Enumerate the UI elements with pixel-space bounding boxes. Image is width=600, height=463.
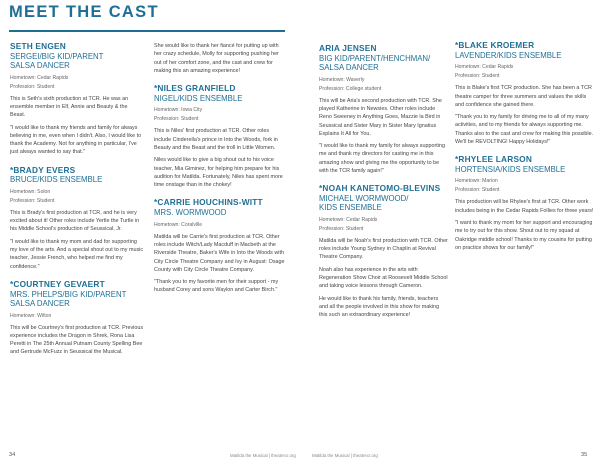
member-hometown: Hometown: Iowa City (154, 107, 203, 114)
member-name: *NILES GRANFIELD (154, 83, 236, 94)
member-profession: Profession: Student (319, 225, 364, 232)
member-bio: This is Niles' first production at TCR. Other roles include Cinderella's prince in Into the Woods, fork in Beauty and the Beast and the troll in Little Women. (154, 128, 278, 151)
cast-member (10, 166, 144, 271)
cast-column-4 (455, 41, 595, 252)
member-bio: Matilda will be Noah's first production with TCR. Other roles include Young Sydney in Chaplin at Revival Theatre Company. (319, 237, 448, 261)
role-line: MRS. PHELPS/BIG KID/PARENT (10, 289, 127, 299)
member-bio: This will be Aria's second production with TCR. She played Katherine in Newsies. Other roles include Reno Sweeney in Anything Goes, Mazzie la Bird in Seussical and Sister Mary in Sister Mary Ignatius Explains It All for You. (319, 97, 442, 137)
member-role (455, 165, 595, 174)
role-line: NIGEL/KIDS ENSEMBLE (154, 93, 243, 103)
cast-column-2 (154, 42, 285, 295)
member-bio: This is Blake's first TCR production. She has been a TCR theatre camper for three summers and values the skills and confidence she gained there. (455, 85, 592, 108)
member-quote: Noah also has experience in the arts with Regeneration Show Choir at Roosevelt Middle School and taking voice lessons through Cameron. (319, 266, 448, 290)
role-line: BRUCE/KIDS ENSEMBLE (10, 175, 103, 185)
member-role (10, 175, 144, 184)
member-name: *BRADY EVERS (10, 164, 76, 175)
member-profession: Profession: College student (319, 85, 382, 92)
member-profession: Profession: Student (10, 197, 55, 204)
member-role (10, 52, 144, 71)
member-hometown: Hometown: Coralville (154, 221, 203, 228)
member-quote: "I would like to thank my mom and dad for supporting my love of the arts. And a special shout out to my music teacher, Jessie French, who helped me find my confidence." (10, 238, 144, 270)
member-role (455, 51, 595, 60)
member-bio-continued: She would like to thank her fiancé for putting up with her crazy schedule, Molly for supporting pushing her out of her comfort zone, and the cast and crew for making this an amazing experience! (154, 43, 279, 74)
cast-member (455, 41, 595, 146)
member-quote: "I would like to thank my friends and family for always believing in me, even when I didn't. Also, I would like to thank the Academy. Not for anything in particular, I've just always wanted to say that." (10, 124, 142, 156)
member-hometown: Hometown: Cedar Rapids (10, 74, 69, 81)
footer-text-left: Matilda the Musical | theatrecr.org (230, 453, 296, 458)
member-quote: "Thank you to my favorite men for their support - my husband Corey and sons Waylon and Carter Birch." (154, 279, 279, 294)
member-hometown: Hometown: Cedar Rapids (319, 216, 378, 223)
role-line: SALSA DANCER (10, 299, 70, 309)
member-hometown: Hometown: Marion (455, 178, 498, 185)
page-title: MEET THE CAST (9, 3, 159, 21)
member-name: *BLAKE KROEMER (455, 40, 535, 50)
member-role (10, 290, 144, 309)
member-hometown: Hometown: Wilton (10, 312, 52, 319)
member-name: *NOAH KANETOMO-BLEVINS (319, 183, 441, 194)
member-quote: "I want to thank my mom for her support and encouraging me to try out for this show. Shout out to my squad at Oakridge middle school! Thanks to my cousins for putting on practice shows for our family!" (455, 220, 593, 251)
member-role (154, 208, 285, 217)
member-bio: Matilda will be Carrie's first production at TCR. Other roles include Witch/Lady Macduff in Macbeth at the Riverside Theatre, Baker's Wife in Into the Woods with City Circle Theatre Company and Ivy in August: Osage County with City Circle Theatre Company. (154, 233, 285, 273)
page-number-right: 35 (581, 452, 588, 458)
role-line: KIDS ENSEMBLE (319, 203, 382, 213)
cast-column-1 (10, 42, 144, 357)
footer-text-right: Matilda the Musical | theatrecr.org (312, 453, 378, 458)
member-bio: This is Brady's first production at TCR, and he is very excited about it! Other roles include Yertle the Turtle in his Middle School's production of Seussical, Jr. (10, 209, 140, 233)
cast-member (319, 184, 448, 319)
member-hometown: Hometown: Solon (10, 188, 51, 195)
member-profession: Profession: Student (455, 73, 500, 80)
cast-member (319, 44, 448, 175)
role-line: SERGEI/BIG KID/PARENT (10, 51, 104, 61)
member-name: SETH ENGEN (10, 41, 66, 51)
member-extra: He would like to thank his family, friends, teachers and all the people involved in this show for making this such an extraordinary experience! (319, 295, 440, 319)
member-name: ARIA JENSEN (319, 43, 377, 53)
cast-member (154, 198, 285, 294)
cast-member (455, 155, 595, 252)
member-name: *RHYLEE LARSON (455, 154, 533, 165)
cast-member (10, 42, 144, 157)
role-line: SALSA DANCER (319, 63, 379, 73)
role-line: MICHAEL WORMWOOD/ (319, 194, 409, 204)
cast-member (154, 84, 285, 189)
member-name: *COURTNEY GEVAERT (10, 278, 105, 289)
cast-column-3 (319, 44, 448, 320)
member-quote: Niles would like to give a big shout out to his voice teacher, Mia Giminez, for helping him prepare for his audition for Matilda. Fortunately, Niles has spent more time onstage than in the chokey! (154, 157, 283, 189)
member-profession: Profession: Student (154, 116, 199, 123)
member-bio: This production will be Rhylee's first at TCR. Other work includes being in the Cedar Rapids Follies for three years! (455, 199, 594, 214)
member-role (319, 54, 448, 73)
member-bio: This will be Courtney's first production at TCR. Previous experience includes the Dragon in Shrek, Rona Lisa Peretti in The 25th Annual Putnam County Spelling Bee and Gertrude McFuzz in Seussical the Musical. (10, 324, 144, 356)
page-number-left: 34 (9, 452, 16, 458)
member-hometown: Hometown: Cedar Rapids (455, 64, 514, 71)
member-hometown: Hometown: Waverly (319, 76, 365, 83)
member-profession: Profession: Student (10, 83, 55, 90)
member-quote: "I would like to thank my family for always supporting me and thank my directors for casting me in this amazing show and giving me the opportunity to be with the TCR family again!" (319, 143, 445, 174)
member-role (154, 94, 285, 103)
member-quote: "Thank you to my family for driving me to all of my many activities, and to my friends for always supporting me. Thanks also to the cast and crew for making this possible. We'll be REVOLTING! Happy Holidays!" (455, 114, 594, 145)
role-line: LAVENDER/KIDS ENSEMBLE (455, 50, 562, 60)
cast-member (10, 280, 144, 357)
member-profession: Profession: Student (455, 187, 500, 194)
role-line: HORTENSIA/KIDS ENSEMBLE (455, 165, 566, 175)
role-line: SALSA DANCER (10, 61, 70, 71)
member-name: *CARRIE HOUCHINS-WITT (154, 197, 263, 208)
role-line: MRS. WORMWOOD (154, 208, 227, 218)
cast-member-continued (154, 42, 285, 75)
role-line: BIG KID/PARENT/HENCHMAN/ (319, 53, 431, 63)
member-role (319, 194, 448, 213)
title-rule (9, 30, 285, 32)
member-bio: This is Seth's sixth production at TCR. He was an ensemble member in Elf, Annie and Beauty & the Beast. (10, 95, 129, 119)
